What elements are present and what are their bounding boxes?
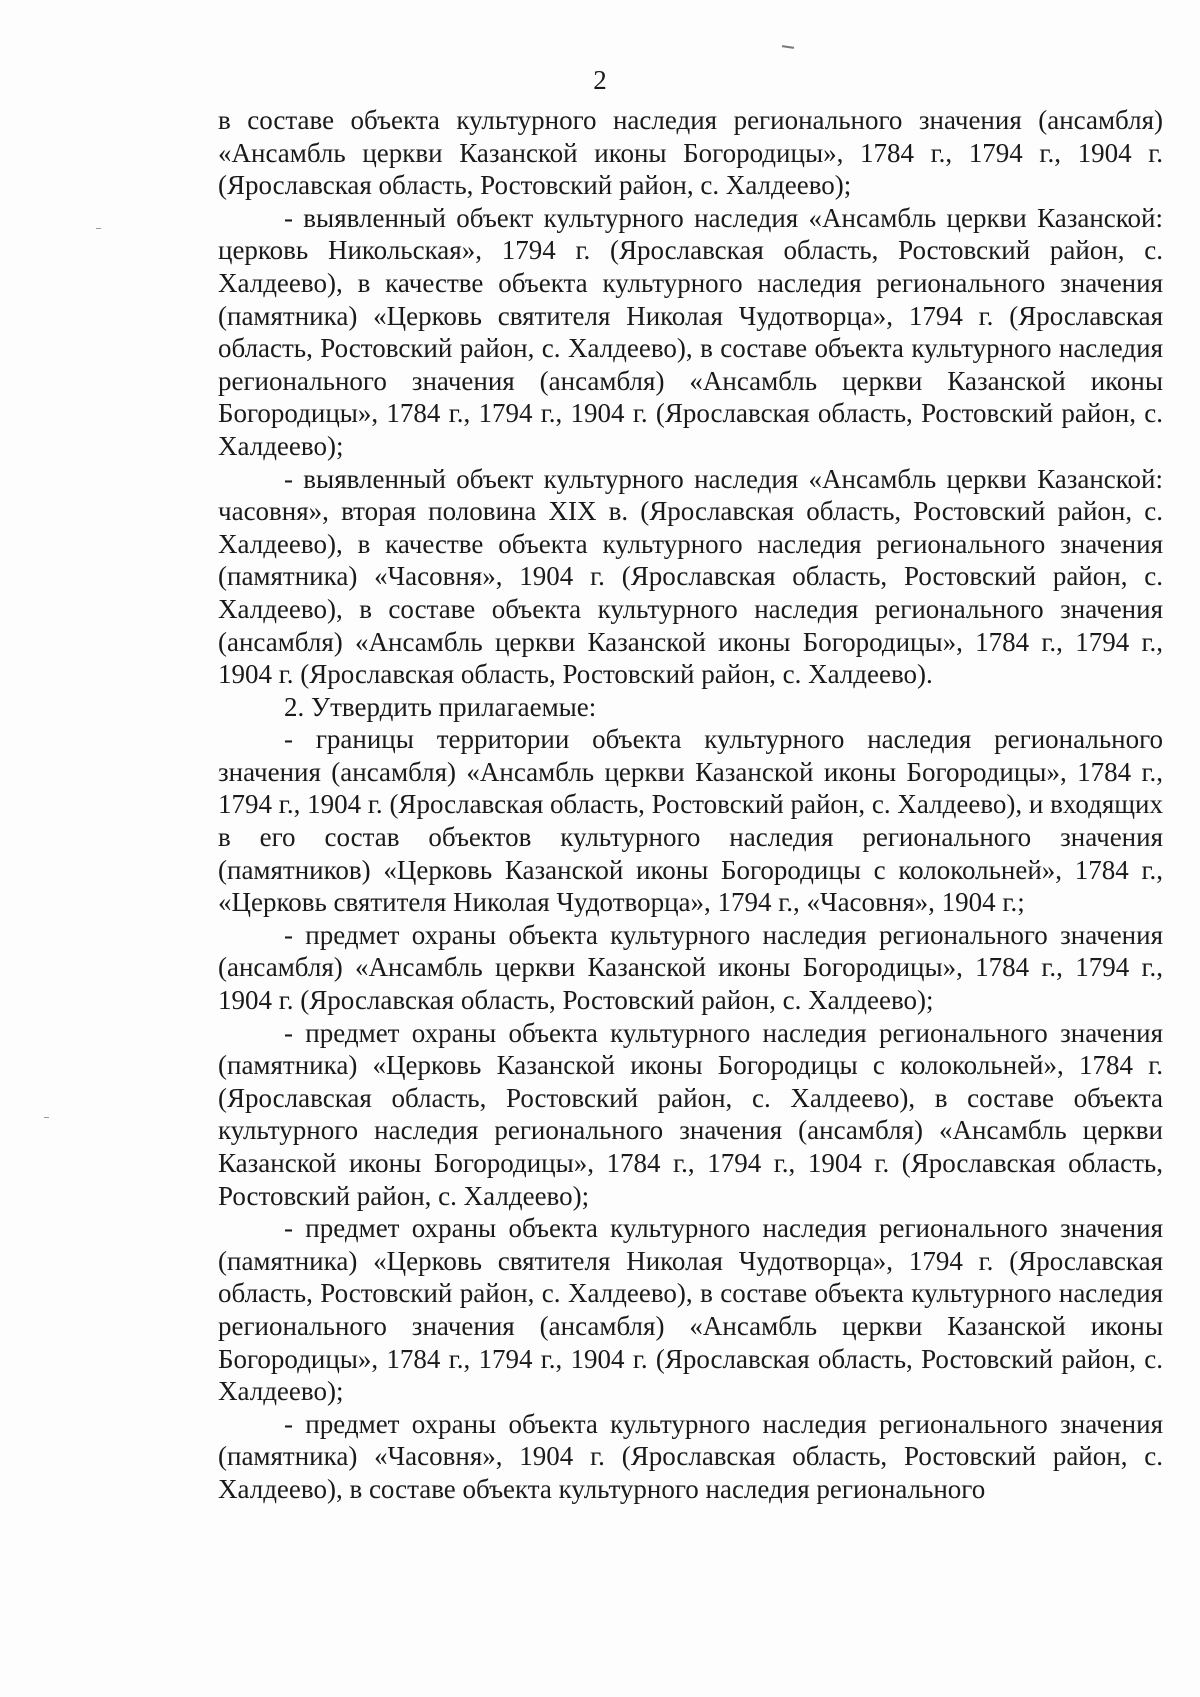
paragraph-list-item: - выявленный объект культурного наследия «Ансамбль церкви Казанской: церковь Никольская», 1794 г. (Ярославская область, Ростовский район, с. Халдеево), в качестве объекта культурного наследия регионального значения (памятника) «Церковь святителя Николая Чудотворца», 1794 г. (Ярославская область, Ростовский район, с. Халдеево), в составе объекта культурного наследия регионального значения (ансамбля) «Ансамбль церкви Казанской иконы Богородицы», 1784 г., 1794 г., 1904 г. (Ярославская область, Ростовский район, с. Халдеево); <box>218 202 1163 461</box>
page-number: 2 <box>593 65 607 95</box>
paragraph-list-item: - предмет охраны объекта культурного наследия регионального значения (ансамбля) «Ансамбль церкви Казанской иконы Богородицы», 1784 г., 1794 г., 1904 г. (Ярославская область, Ростовский район, с. Халдеево); <box>218 919 1163 1016</box>
paragraph-list-item: - предмет охраны объекта культурного наследия регионального значения (памятника) «Церковь святителя Николая Чудотворца», 1794 г. (Ярославская область, Ростовский район, с. Халдеево), в составе объекта культурного наследия регионального значения (ансамбля) «Ансамбль церкви Казанской иконы Богородицы», 1784 г., 1794 г., 1904 г. (Ярославская область, Ростовский район, с. Халдеево); <box>218 1213 1163 1407</box>
paragraph-list-item: - предмет охраны объекта культурного наследия регионального значения (памятника) «Часовня», 1904 г. (Ярославская область, Ростовский район, с. Халдеево), в составе объекта культурного наследия регионального <box>218 1408 1163 1504</box>
paragraph-numbered-item: 2. Утвердить прилагаемые: <box>284 691 597 722</box>
scan-speck <box>44 1117 49 1118</box>
paragraph-list-item: - предмет охраны объекта культурного наследия регионального значения (памятника) «Церковь Казанской иконы Богородицы с колокольней», 1784 г. (Ярославская область, Ростовский район, с. Халдеево), в составе объекта культурного наследия регионального значения (ансамбля) «Ансамбль церкви Казанской иконы Богородицы», 1784 г., 1794 г., 1904 г. (Ярославская область, Ростовский район, с. Халдеево); <box>218 1017 1163 1211</box>
paragraph-list-item: - границы территории объекта культурного наследия регионального значения (ансамбля) «Ансамбль церкви Казанской иконы Богородицы», 1784 г., 1794 г., 1904 г. (Ярославская область, Ростовский район, с. Халдеево), и входящих в его состав объектов культурного наследия регионального значения (памятников) «Церковь Казанской иконы Богородицы с колокольней», 1784 г., «Церковь святителя Николая Чудотворца», 1794 г., «Часовня», 1904 г.; <box>218 724 1163 918</box>
document-body <box>218 104 1163 1506</box>
scan-mark <box>782 45 794 49</box>
paragraph-continuation: в составе объекта культурного наследия регионального значения (ансамбля) «Ансамбль церкви Казанской иконы Богородицы», 1784 г., 1794 г., 1904 г. (Ярославская область, Ростовский район, с. Халдеево); <box>218 105 1163 201</box>
scan-speck <box>96 228 101 229</box>
paragraph-list-item: - выявленный объект культурного наследия «Ансамбль церкви Казанской: часовня», вторая половина XIX в. (Ярославская область, Ростовский район, с. Халдеево), в качестве объекта культурного наследия регионального значения (памятника) «Часовня», 1904 г. (Ярославская область, Ростовский район, с. Халдеево), в составе объекта культурного наследия регионального значения (ансамбля) «Ансамбль церкви Казанской иконы Богородицы», 1784 г., 1794 г., 1904 г. (Ярославская область, Ростовский район, с. Халдеево). <box>218 463 1163 690</box>
